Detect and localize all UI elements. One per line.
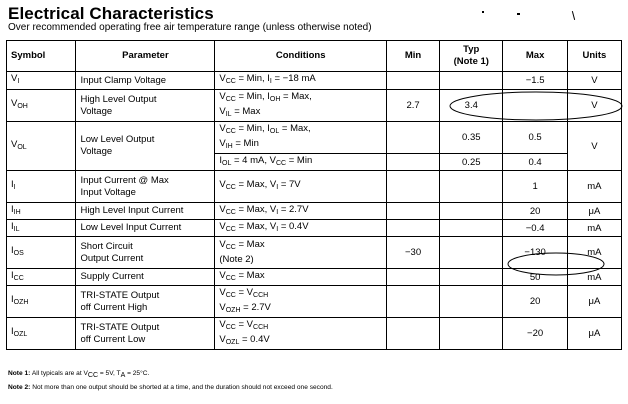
- cell-max: [503, 90, 567, 122]
- cell-max: −0.4: [503, 220, 567, 237]
- header-min: Min: [387, 41, 440, 72]
- note-1-text: All typicals are at $V_{CC} = 5V$, $T_A = 25^\circ C$.: [31, 370, 150, 379]
- note-2-label: Note 2:: [8, 384, 31, 391]
- table-row: [7, 269, 622, 286]
- cell-parameter: Supply Current: [76, 269, 215, 286]
- cell-min: [387, 154, 440, 171]
- table-row: [7, 122, 622, 154]
- table-row: [7, 171, 622, 203]
- cell-typ: [440, 237, 503, 269]
- cell-max: 20: [503, 203, 567, 220]
- table-row: [7, 286, 622, 318]
- cell-min: 2.7: [387, 90, 440, 122]
- cell-min: [387, 72, 440, 90]
- cell-max: 0.5: [503, 122, 567, 154]
- table-row: [7, 318, 622, 350]
- header-typ-note: (Note 1): [453, 56, 489, 67]
- cell-min: [387, 122, 440, 154]
- cell-conditions: $V_{CC} = V_{CCH}$ $V_{OZL} = 0.4V$: [215, 318, 387, 350]
- cell-parameter: TRI-STATE Output off Current High: [76, 286, 215, 318]
- cell-conditions: $V_{CC}$ = Max, $V_I = 7V$: [215, 171, 387, 203]
- header-typ: [440, 41, 503, 72]
- cell-units: mA: [567, 237, 621, 269]
- cell-parameter: High Level Output Voltage: [76, 90, 215, 122]
- cell-typ: [440, 286, 503, 318]
- cell-typ: [440, 318, 503, 350]
- note-2: [8, 382, 333, 394]
- cell-conditions: $V_{CC}$ = Max, $V_I = 2.7V$: [215, 203, 387, 220]
- electrical-characteristics-table: [6, 40, 622, 350]
- cell-parameter: Input Current @ Max Input Voltage: [76, 171, 215, 203]
- header-conditions: Conditions: [215, 41, 387, 72]
- table-row: [7, 237, 622, 269]
- cell-symbol: $I_{OZL}$: [7, 318, 76, 350]
- cell-parameter: Short Circuit Output Current: [76, 237, 215, 269]
- cell-parameter: TRI-STATE Output off Current Low: [76, 318, 215, 350]
- cell-typ: [440, 203, 503, 220]
- cell-units: mA: [567, 171, 621, 203]
- cell-symbol: $V_{OL}$: [7, 122, 76, 171]
- cell-units: μA: [567, 318, 621, 350]
- cell-symbol: $V_{OH}$: [7, 90, 76, 122]
- cell-typ: 0.35: [440, 122, 503, 154]
- cell-conditions: $V_{CC}$ = Max (Note 2): [215, 237, 387, 269]
- cell-typ: [440, 220, 503, 237]
- cell-units: mA: [567, 269, 621, 286]
- cell-conditions: $V_{CC}$ = Min, $I_{OL}$ = Max, $V_{IH}$ = Min: [215, 122, 387, 154]
- cell-conditions: $V_{CC}$ = Min, $I_{OH}$ = Max, $V_{IL}$ = Max: [215, 90, 387, 122]
- cell-conditions: $V_{CC}$ = Max: [215, 269, 387, 286]
- cell-typ: [440, 171, 503, 203]
- stray-mark: [572, 11, 575, 20]
- cell-parameter: Low Level Output Voltage: [76, 122, 215, 171]
- cell-symbol: $I_{CC}$: [7, 269, 76, 286]
- cell-conditions: $I_{OL} = 4$ mA, $V_{CC}$ = Min: [215, 154, 387, 171]
- cell-min: [387, 318, 440, 350]
- table-row: [7, 220, 622, 237]
- cell-min: −30: [387, 237, 440, 269]
- note-1: [8, 368, 333, 382]
- note-2-text: Not more than one output should be shorted at a time, and the duration should not exceed one second.: [32, 384, 333, 391]
- cell-min: [387, 220, 440, 237]
- cell-units: V: [567, 122, 621, 171]
- cell-conditions: $V_{CC} = V_{CCH}$ $V_{OZH} = 2.7V$: [215, 286, 387, 318]
- header-max: Max: [503, 41, 567, 72]
- cell-typ: 3.4: [440, 90, 503, 122]
- cell-max: −1.5: [503, 72, 567, 90]
- cell-max: −130: [503, 237, 567, 269]
- table-row: [7, 72, 622, 90]
- header-typ-label: Typ: [463, 44, 480, 55]
- cell-units: μA: [567, 203, 621, 220]
- table-row: [7, 90, 622, 122]
- footnotes: [8, 368, 333, 394]
- cell-max: −20: [503, 318, 567, 350]
- cell-min: [387, 286, 440, 318]
- page-subtitle: Over recommended operating free air temperature range (unless otherwise noted): [8, 22, 372, 33]
- cell-units: V: [567, 72, 621, 90]
- stray-mark: [517, 13, 520, 15]
- cell-max: 1: [503, 171, 567, 203]
- cell-typ: 0.25: [440, 154, 503, 171]
- cell-units: μA: [567, 286, 621, 318]
- stray-mark: [482, 11, 484, 13]
- cell-symbol: $V_I$: [7, 72, 76, 90]
- cell-max: 20: [503, 286, 567, 318]
- cell-symbol: $I_I$: [7, 171, 76, 203]
- cell-conditions: $V_{CC}$ = Min, $I_I = -18$ mA: [215, 72, 387, 90]
- cell-parameter: Input Clamp Voltage: [76, 72, 215, 90]
- header-symbol: Symbol: [7, 41, 76, 72]
- cell-parameter: High Level Input Current: [76, 203, 215, 220]
- cell-parameter: Low Level Input Current: [76, 220, 215, 237]
- cell-symbol: $I_{IL}$: [7, 220, 76, 237]
- cell-typ: [440, 269, 503, 286]
- cell-typ: [440, 72, 503, 90]
- cell-symbol: $I_{IH}$: [7, 203, 76, 220]
- cell-min: [387, 171, 440, 203]
- note-1-label: Note 1:: [8, 370, 31, 377]
- cell-units: V: [567, 90, 621, 122]
- cell-max: 50: [503, 269, 567, 286]
- cell-min: [387, 203, 440, 220]
- table-row: [7, 203, 622, 220]
- cell-units: mA: [567, 220, 621, 237]
- header-parameter: Parameter: [76, 41, 215, 72]
- header-units: Units: [567, 41, 621, 72]
- cell-conditions: $V_{CC}$ = Max, $V_I = 0.4V$: [215, 220, 387, 237]
- page-title: Electrical Characteristics: [8, 4, 214, 23]
- cell-symbol: $I_{OZH}$: [7, 286, 76, 318]
- cell-symbol: $I_{OS}$: [7, 237, 76, 269]
- cell-max: 0.4: [503, 154, 567, 171]
- cell-min: [387, 269, 440, 286]
